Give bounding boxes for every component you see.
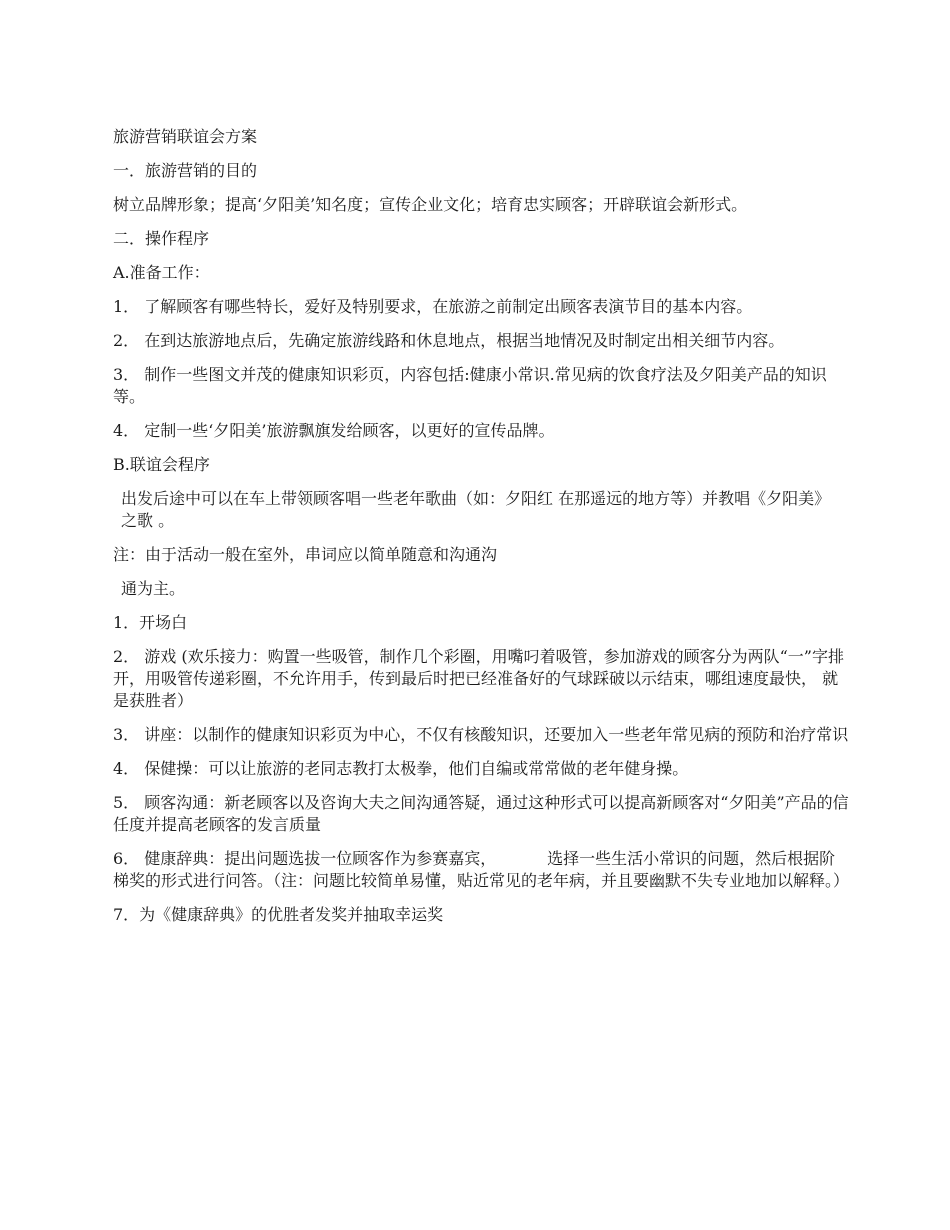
note-text: 注：由于活动一般在室外，串词应以简单随意和沟通沟: [113, 545, 498, 564]
list-item-prep-3: 3． 制作一些图文并茂的健康知识彩页，内容包括:健康小常识.常见病的饮食疗法及夕阳美产品的知识等。: [113, 365, 827, 406]
list-item-program-5: 5． 顾客沟通：新老顾客以及咨询大夫之间沟通答疑，通过这种形式可以提高新顾客对“夕阳美”产品的信任度并提高老顾客的发言质量: [113, 793, 849, 834]
list-item-program-1: 1．开场白: [113, 613, 188, 632]
program-intro-text: 出发后途中可以在车上带领顾客唱一些老年歌曲（如：夕阳红 在那遥远的地方等）并教唱《夕阳美》 之歌 。: [121, 489, 841, 530]
list-item-program-3: 3． 讲座：以制作的健康知识彩页为中心，不仅有核酸知识，还要加入一些老年常见病的预防和治疗常识: [113, 725, 849, 744]
list-item-prep-2: 2． 在到达旅游地点后，先确定旅游线路和休息地点，根据当地情况及时制定出相关细节内容。: [113, 331, 785, 350]
subheading-party-program: B.联谊会程序: [113, 455, 210, 474]
subheading-preparation: A.准备工作：: [113, 263, 210, 282]
list-item-program-4: 4． 保健操：可以让旅游的老同志教打太极拳，他们自编或常常做的老年健身操。: [113, 759, 689, 778]
section-heading-procedure: 二．操作程序: [113, 229, 210, 248]
section-heading-purpose: 一．旅游营销的目的: [113, 161, 258, 180]
purpose-text: 树立品牌形象；提高‘夕阳美’知名度；宣传企业文化；培育忠实顾客；开辟联谊会新形式。: [113, 195, 748, 214]
list-item-program-6: 6． 健康辞典：提出问题选拔一位顾客作为参赛嘉宾， 选择一些生活小常识的问题，然后根据阶梯奖的形式进行问答。（注：问题比较简单易懂，贴近常见的老年病，并且要幽默不失专业地加以解释。）: [113, 849, 850, 890]
document-title: 旅游营销联谊会方案: [113, 127, 258, 146]
list-item-program-7: 7．为《健康辞典》的优胜者发奖并抽取幸运奖: [113, 905, 444, 924]
list-item-prep-4: 4． 定制一些‘夕阳美’旅游飘旗发给顾客，以更好的宣传品牌。: [113, 421, 555, 440]
list-item-program-2: 2． 游戏 (欢乐接力：购置一些吸管，制作几个彩圈，用嘴叼着吸管，参加游戏的顾客分为两队“一”字排开，用吸管传递彩圈，不允许用手，传到最后时把已经准备好的气球踩破以示结束，哪组速度最快， 就是获胜者）: [113, 647, 844, 710]
note-text-continued: 通为主。: [121, 579, 186, 598]
list-item-prep-1: 1． 了解顾客有哪些特长，爱好及特别要求，在旅游之前制定出顾客表演节目的基本内容。: [113, 297, 753, 316]
